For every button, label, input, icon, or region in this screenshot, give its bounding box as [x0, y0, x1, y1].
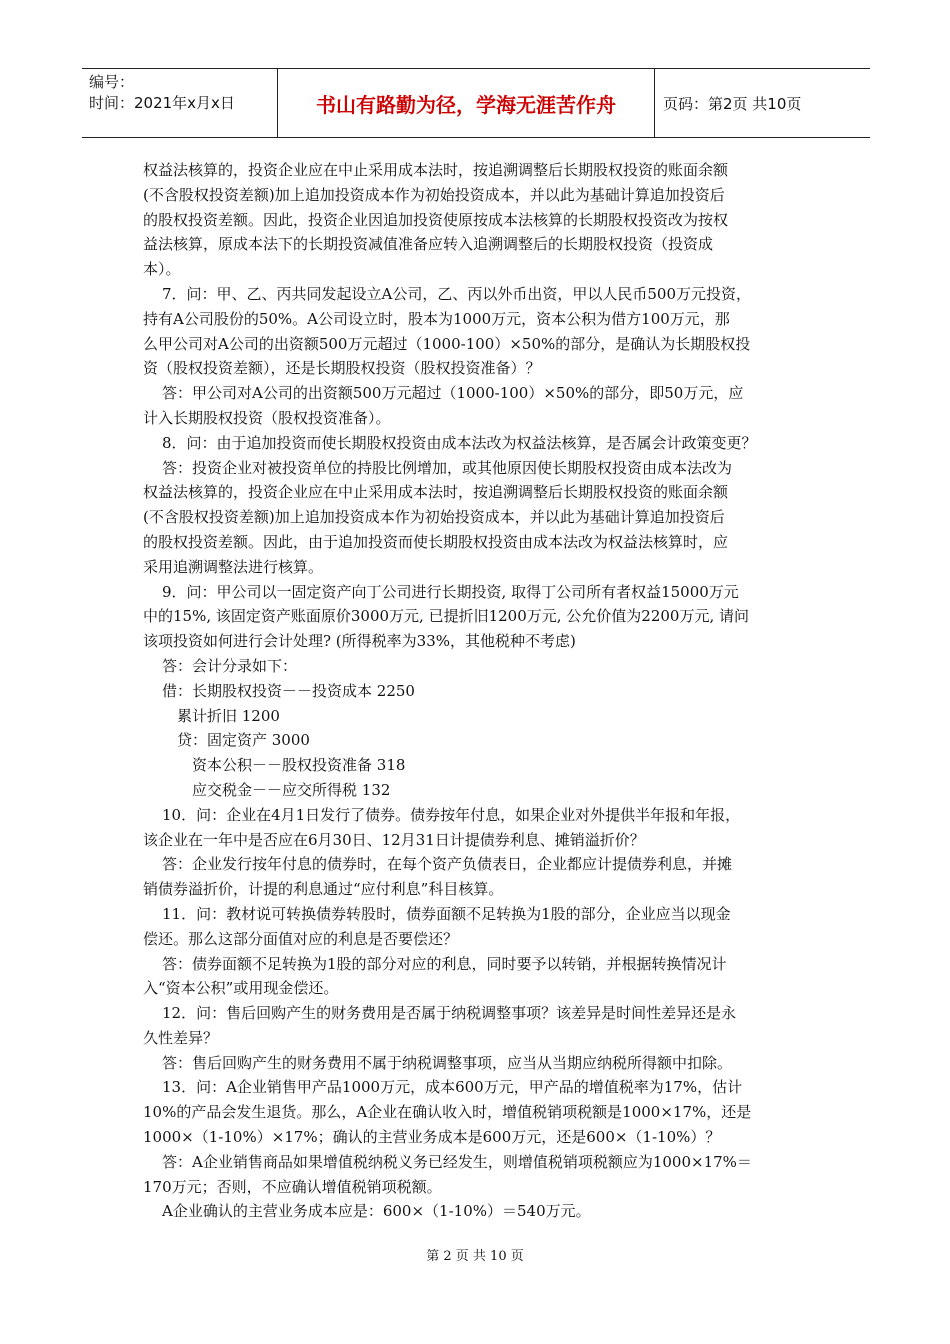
text-line: 的股权投资差额。因此，由于追加投资而使长期股权投资由成本法改为权益法核算时，应	[143, 532, 729, 551]
entry-line: 应交税金－－应交所得税 132	[192, 780, 391, 799]
answer-line: 答：企业发行按年付息的债券时，在每个资产负债表日，企业都应计提债券利息，并摊	[162, 855, 733, 874]
entry-line: 资本公积－－股权投资准备 318	[192, 756, 406, 775]
text-line: 该企业在一年中是否应在6月30日、12月31日计提债券利息、摊销溢折价？	[143, 830, 645, 849]
text-line: 170万元；否则，不应确认增值税销项税额。	[143, 1177, 442, 1196]
text-line: 权益法核算的，投资企业应在中止采用成本法时，按追溯调整后长期股权投资的账面余额	[143, 161, 729, 179]
header-meta	[82, 69, 278, 137]
answer-line: 答：A企业销售商品如果增值税纳税义务已经发生，则增值税销项税额应为1000×17%＝	[162, 1152, 752, 1171]
answer-line: 答：会计分录如下：	[162, 656, 298, 675]
page-footer: 第 2 页 共 10 页	[426, 1249, 524, 1264]
text-line: 采用追溯调整法进行核算。	[143, 557, 324, 576]
question-line: 8．问：由于追加投资而使长期股权投资由成本法改为权益法核算，是否属会计政策变更？	[162, 433, 757, 452]
text-line: 10%的产品会发生退货。那么，A企业在确认收入时，增值税销项税额是1000×17%，还是	[143, 1103, 752, 1122]
text-line: 益法核算，原成本法下的长期投资减值准备应转入追溯调整后的长期股权投资（投资成	[143, 235, 714, 254]
document-body	[143, 158, 815, 1224]
question-line: 11．问：教材说可转换债券转股时，债券面额不足转换为1股的部分，企业应当以现金	[162, 904, 731, 923]
header-page-label: 页码：第2页 共10页	[663, 94, 802, 113]
question-line: 12．问：售后回购产生的财务费用是否属于纳税调整事项？该差异是时间性差异还是永	[162, 1004, 737, 1023]
code-label: 编号：	[89, 73, 135, 91]
text-line: 权益法核算的，投资企业应在中止采用成本法时，按追溯调整后长期股权投资的账面余额	[143, 483, 729, 502]
date-label: 时间：2021年x月x日	[89, 94, 235, 112]
page-header	[82, 68, 870, 138]
header-motto: 书山有路勤为径，学海无涯苦作舟	[278, 69, 655, 137]
question-line: 10．问：企业在4月1日发行了债券。债券按年付息，如果企业对外提供半年报和年报，	[162, 805, 741, 824]
entry-line: 贷：固定资产 3000	[177, 731, 310, 750]
text-line: (不含股权投资差额)加上追加投资成本作为初始投资成本，并以此为基础计算追加投资后	[143, 185, 725, 204]
question-line: 9．问：甲公司以一固定资产向丁公司进行长期投资, 取得丁公司所有者权益15000万元	[162, 582, 739, 601]
text-line: 入“资本公积”或用现金偿还。	[143, 979, 339, 998]
answer-line: 答：投资企业对被投资单位的持股比例增加，或其他原因使长期股权投资由成本法改为	[162, 458, 733, 477]
answer-line: 答：甲公司对A公司的出资额500万元超过（1000-100）×50%的部分，即50万元，应	[162, 384, 744, 403]
answer-line: 答：售后回购产生的财务费用不属于纳税调整事项，应当从当期应纳税所得额中扣除。	[162, 1053, 733, 1072]
text-line: (不含股权投资差额)加上追加投资成本作为初始投资成本，并以此为基础计算追加投资后	[143, 508, 725, 527]
text-line: 资（股权投资差额），还是长期股权投资（股权投资准备）？	[143, 359, 541, 378]
text-line: 持有A公司股份的50%。A公司设立时，股本为1000万元，资本公积为借方100万元，那	[143, 309, 730, 328]
text-line: 么甲公司对A公司的出资额500万元超过（1000-100）×50%的部分，是确认为长期股权投	[143, 334, 751, 353]
question-line: 13．问：A企业销售甲产品1000万元，成本600万元，甲产品的增值税率为17%，估计	[162, 1078, 743, 1097]
text-line: 销债券溢折价，计提的利息通过“应付利息”科目核算。	[143, 880, 504, 899]
text-line: 计入长期股权投资（股权投资准备）。	[143, 408, 391, 427]
answer-line: A企业确认的主营业务成本应是：600×（1-10%）＝540万元。	[162, 1202, 591, 1221]
question-line: 7．问：甲、乙、丙共同发起设立A公司，乙、丙以外币出资，甲以人民币500万元投资，	[162, 284, 752, 303]
text-line: 1000×（1-10%）×17%；确认的主营业务成本是600万元，还是600×（1-10%）？	[143, 1128, 721, 1147]
text-line: 久性差异？	[143, 1028, 219, 1047]
text-line: 该项投资如何进行会计处理? (所得税率为33%，其他税种不考虑)	[143, 632, 576, 651]
text-line: 偿还。那么这部分面值对应的利息是否要偿还？	[143, 929, 459, 948]
text-line: 的股权投资差额。因此，投资企业因追加投资使原按成本法核算的长期股权投资改为按权	[143, 210, 729, 229]
entry-line: 借：长期股权投资－－投资成本 2250	[162, 681, 415, 700]
answer-line: 答：债券面额不足转换为1股的部分对应的利息，同时要予以转销，并根据转换情况计	[162, 954, 727, 973]
entry-line: 累计折旧 1200	[177, 706, 280, 725]
text-line: 中的15%, 该固定资产账面原价3000万元, 已提折旧1200万元, 公允价值为2200万元, 请问	[143, 607, 750, 626]
text-line: 本）。	[143, 260, 181, 279]
